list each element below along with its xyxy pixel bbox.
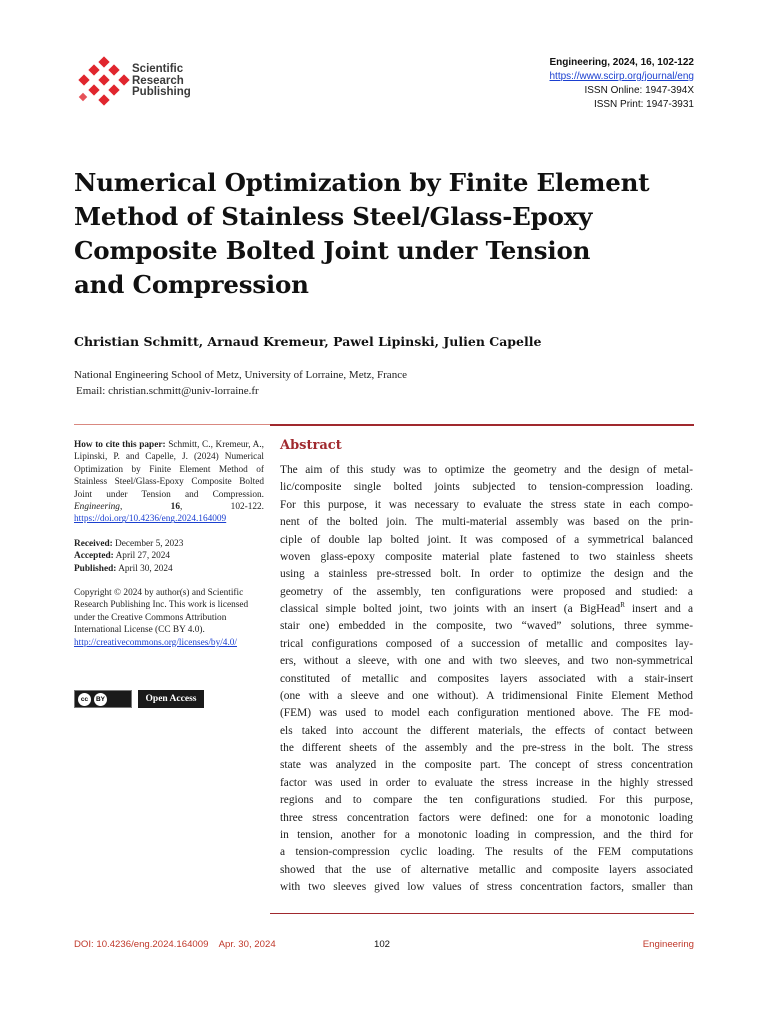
abstract-line: nent of the bolted join. The multi-material assembly was based on the prin-: [280, 516, 693, 529]
cite-volume: 16: [170, 502, 180, 513]
abstract-line: a tension-compression cyclic loading. The results of the FEM computations: [280, 846, 693, 859]
paper-title: [74, 166, 674, 302]
cc-icon: cc: [78, 693, 91, 706]
sidebar-divider: [74, 424, 270, 425]
publisher-name: [132, 64, 191, 99]
publisher-line-1: Scientific: [132, 63, 184, 75]
abstract-line: constituted of metallic and composites layers associated with a stair-insert: [280, 672, 693, 685]
abstract-line: [280, 601, 693, 618]
cite-label: How to cite this paper:: [74, 440, 166, 450]
cc-by-badge[interactable]: [74, 690, 132, 708]
publisher-logo-icon: [76, 56, 132, 112]
page-number: 102: [374, 939, 391, 950]
author-list: Christian Schmitt, Arnaud Kremeur, Pawel Lipinski, Julien Capelle: [74, 334, 542, 349]
journal-url-link[interactable]: https://www.scirp.org/journal/eng: [549, 71, 694, 82]
cite-pages: , 102-122.: [179, 502, 264, 513]
abstract-line: geometry of the assembly, ten configurations were proposed and studied: a: [280, 585, 693, 598]
cite-journal: Engineering: [74, 502, 120, 513]
author-email: Email: christian.schmitt@univ-lorraine.fr: [76, 385, 259, 397]
abstract-bottom-rule: [270, 913, 694, 914]
publisher-line-3: Publishing: [132, 86, 191, 98]
publisher-line-2: Research: [132, 74, 184, 87]
title-line-2: Method of Stainless Steel/Glass-Epoxy: [74, 202, 593, 231]
footer-doi: DOI: 10.4236/eng.2024.164009: [74, 939, 209, 950]
open-access-badge: Open Access: [138, 690, 204, 708]
accepted-date: April 27, 2024: [115, 551, 171, 562]
registered-superscript: R: [620, 601, 625, 610]
abstract-line: the different sheets of the assembly and the pre-stress in the bolt. The stress: [280, 742, 693, 754]
license-link[interactable]: http://creativecommons.org/licenses/by/4.0/: [74, 637, 238, 648]
abstract-line: in tension, another for a monotonic loading in compression, and the third for: [280, 828, 693, 841]
abstract-line: els taked into account the different materials, the effects of contact between: [280, 724, 693, 737]
journal-header: [549, 56, 694, 112]
abstract-top-rule: [270, 424, 694, 426]
abstract-line: state was analyzed in the composite part. The concept of stress concentration: [280, 759, 693, 772]
affiliation: National Engineering School of Metz, University of Lorraine, Metz, France: [74, 369, 407, 381]
abstract-line: regions and to compare the ten configurations studied. For this purpose,: [280, 794, 693, 807]
accepted-label: Accepted:: [74, 551, 114, 562]
abstract-text: [280, 462, 693, 896]
abstract-line: The aim of this study was to optimize the geometry and the design of metal-: [280, 464, 693, 476]
copyright-text: Copyright © 2024 by author(s) and Scientific Research Publishing Inc. This work is licensed under the Creative Commons Attribution International License (CC BY 4.0).: [74, 588, 249, 636]
abstract-heading: Abstract: [280, 438, 342, 453]
abstract-line: ciple of double lap bolted joint. It was composed of a symmetrical balanced: [280, 533, 693, 546]
dates-block: [74, 538, 264, 575]
abstract-line: lic/composite single bolted joints subjected to tension-compression loading.: [280, 481, 693, 494]
abstract-line: For this purpose, it was necessary to evaluate the stress state in each compo-: [280, 498, 693, 511]
title-line-4: and Compression: [74, 270, 309, 299]
citation-block: How to cite this paper: Schmitt, C., Kremeur, A., Lipinski, P. and Capelle, J. (2024) Numerical Optimization by Finite Element Method of Stainless Steel/Glass-Epoxy Composite Bolted Joint under Tension and Compression. Engineering, 16, 102-122. https://doi.org/10.4236/eng.2024.164009: [74, 440, 264, 525]
cite-text: Schmitt, C., Kremeur, A., Lipinski, P. and Capelle, J. (2024) Numerical Optimization by Finite Element Method of Stainless Steel/Glass-Epoxy Composite Bolted Joint under Tension and Compression.: [74, 440, 264, 500]
published-date: April 30, 2024: [118, 563, 173, 574]
abstract-line: (one with a sleeve and one without). A tridimensional Finite Element Method: [280, 689, 693, 702]
page-footer: [74, 939, 694, 950]
abstract-line: factor was used in order to evaluate the stress increase in the highly stressed: [280, 776, 693, 789]
received-label: Received:: [74, 538, 113, 549]
abstract-line-part: classical simple bolted joint, two joints with an insert (a BigHead: [280, 603, 621, 615]
license-badges: [74, 690, 204, 708]
abstract-line: stair one) embedded in the composite, two “waved” solutions, three symme-: [280, 620, 693, 633]
abstract-line: woven glass-epoxy composite material plate fastened to two stainless sheets: [280, 550, 693, 563]
abstract-line: with two sleeves gived low values of stress concentration factors, smaller than: [280, 881, 693, 893]
journal-citation: Engineering, 2024, 16, 102-122: [549, 57, 694, 68]
abstract-line: ers, without a sleeve, with one and with two sleeves, and two non-symmetrical: [280, 655, 693, 668]
affiliation-block: [74, 367, 407, 399]
by-icon: BY: [94, 693, 107, 706]
received-date: December 5, 2023: [115, 538, 184, 549]
article-info-sidebar: [74, 439, 264, 649]
abstract-line: three stress concentration factors were defined: one for a monotonic loading: [280, 811, 693, 824]
abstract-line: trical configurations composed of a succession of metallic and composites lay-: [280, 637, 693, 650]
title-line-1: Numerical Optimization by Finite Element: [74, 168, 650, 197]
abstract-line: using a stainless pre-stressed bolt. In order to optimize the design and the: [280, 568, 693, 581]
abstract-line-part: insert and a: [624, 603, 693, 615]
abstract-line: showed that the use of alternative metallic and composite layers associated: [280, 863, 693, 876]
cite-doi-link[interactable]: https://doi.org/10.4236/eng.2024.164009: [74, 514, 227, 525]
issn-print: ISSN Print: 1947-3931: [593, 99, 694, 110]
published-label: Published:: [74, 563, 117, 574]
issn-online: ISSN Online: 1947-394X: [584, 85, 694, 96]
title-line-3: Composite Bolted Joint under Tension: [74, 236, 591, 265]
footer-date: Apr. 30, 2024: [218, 939, 276, 950]
footer-journal: Engineering: [642, 939, 694, 950]
abstract-line: (FEM) was used to model each configuration mentioned above. The FE mod-: [280, 707, 693, 720]
copyright-notice: [74, 587, 264, 649]
